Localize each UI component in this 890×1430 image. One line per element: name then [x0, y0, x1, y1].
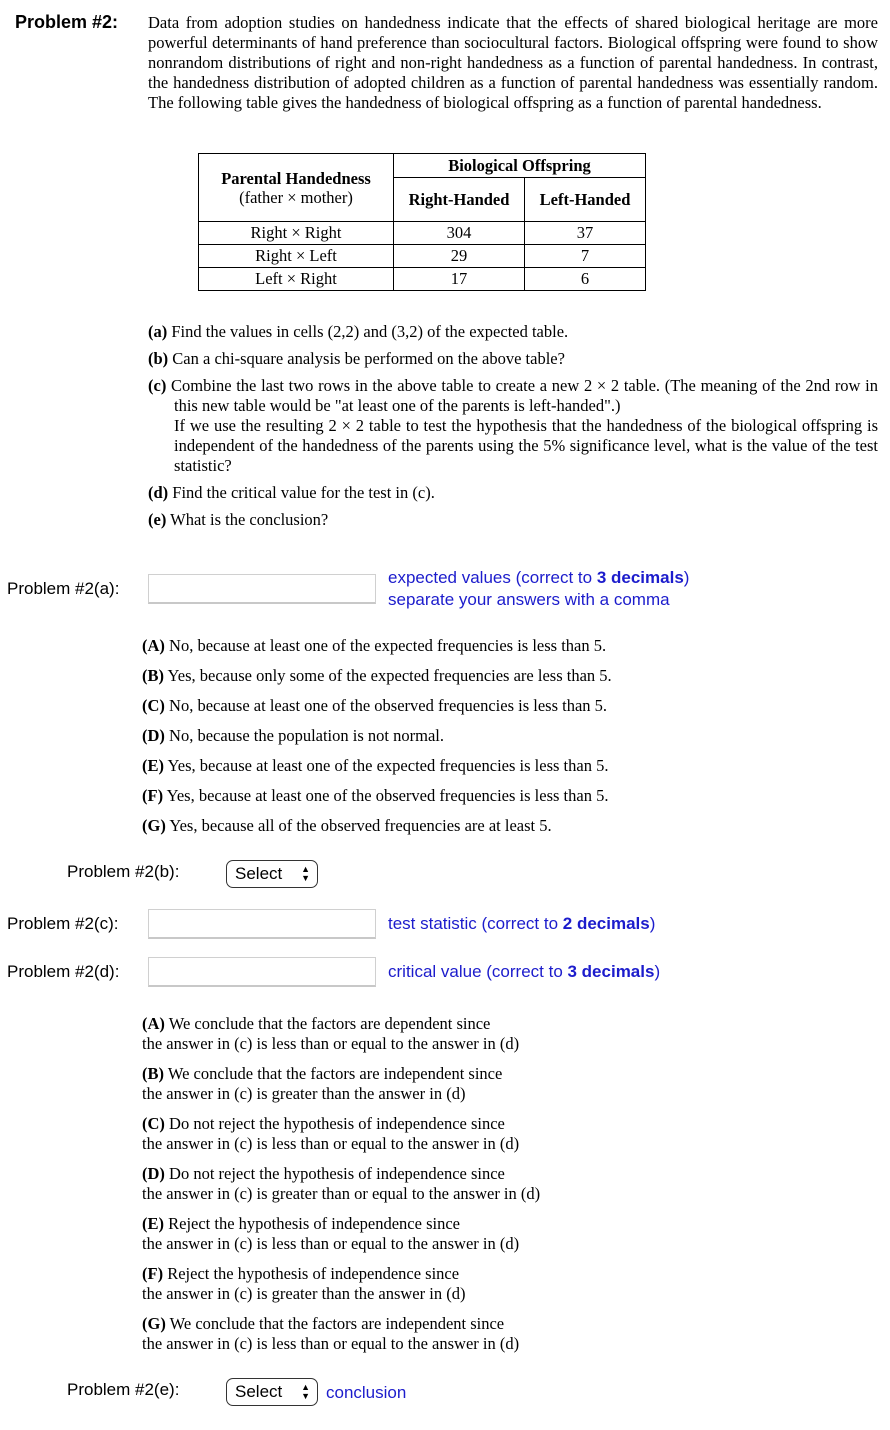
question-text: What is the conclusion? [170, 510, 329, 529]
option-item [142, 726, 612, 756]
option-line1: We conclude that the factors are dependent since [168, 1014, 491, 1033]
question-text: Find the values in cells (2,2) and (3,2) of the expected table. [171, 322, 569, 341]
question-letter: (c) [148, 376, 167, 395]
option-line2: the answer in (c) is less than or equal to the answer in (d) [142, 1134, 520, 1153]
question-a [148, 322, 878, 342]
hint-text: ) [654, 962, 661, 981]
option-item [142, 756, 612, 786]
row-label: Right × Left [199, 245, 394, 268]
option-line2: the answer in (c) is greater than the answer in (d) [142, 1084, 466, 1103]
option-text: Yes, because all of the observed frequencies are at least 5. [169, 816, 552, 835]
question-letter: (b) [148, 349, 169, 368]
option-text: No, because at least one of the expected frequencies is less than 5. [169, 636, 607, 655]
option-line2: the answer in (c) is less than or equal to the answer in (d) [142, 1234, 520, 1253]
part-a-label: Problem #2(a): [7, 579, 120, 598]
hint-bold: 3 decimals [596, 568, 684, 587]
option-line2: the answer in (c) is less than or equal to the answer in (d) [142, 1334, 520, 1353]
table-row [199, 222, 646, 245]
option-line1: We conclude that the factors are independent since [167, 1064, 503, 1083]
option-letter: (D) [142, 1164, 165, 1183]
option-letter: (B) [142, 666, 164, 685]
option-item [142, 1014, 540, 1054]
problem-intro: Data from adoption studies on handedness indicate that the effects of shared biological heritage are more powerful determinants of hand preference than sociocultural factors. Biological offspring were found to show nonrandom distributions of right and non-right handedness as a function of parental handedness. In contrast, the handedness distribution of adopted children as a function of parental handedness was essentially random. The following table gives the handedness of biological offspring as a function of parental handedness. [148, 13, 878, 112]
table-row [199, 245, 646, 268]
part-a-hint [388, 567, 689, 611]
hint-text: critical value (correct to [388, 962, 568, 981]
select-arrows-icon: ▲ ▼ [301, 864, 310, 883]
cell-left: 37 [525, 222, 646, 245]
question-list [148, 322, 878, 537]
option-line1: Reject the hypothesis of independence since [168, 1214, 460, 1233]
part-c-input[interactable] [148, 909, 376, 939]
hint-text: ) [649, 914, 656, 933]
hint-bold: 2 decimals [562, 914, 650, 933]
question-letter: (a) [148, 322, 168, 341]
question-letter: (e) [148, 510, 167, 529]
part-b-options [142, 636, 612, 846]
part-e-hint: conclusion [326, 1383, 407, 1402]
option-item [142, 1214, 540, 1254]
option-line2: the answer in (c) is greater than the answer in (d) [142, 1284, 466, 1303]
option-line2: the answer in (c) is less than or equal to the answer in (d) [142, 1034, 520, 1053]
handedness-table [198, 153, 646, 291]
option-letter: (E) [142, 756, 164, 775]
part-c-hint [388, 913, 655, 935]
part-e-options [142, 1014, 540, 1364]
select-arrows-icon: ▲ ▼ [301, 1382, 310, 1401]
cell-right: 304 [394, 222, 525, 245]
option-text: Yes, because only some of the expected frequencies are less than 5. [167, 666, 612, 685]
cell-left: 7 [525, 245, 646, 268]
part-d-label: Problem #2(d): [7, 962, 120, 981]
cell-left: 6 [525, 268, 646, 291]
hint-text: ) [683, 568, 690, 587]
question-e [148, 510, 878, 530]
option-item [142, 1264, 540, 1304]
row-header-note: (father × mother) [239, 187, 353, 207]
row-header-cell [199, 154, 394, 222]
option-letter: (C) [142, 1114, 165, 1133]
option-letter: (C) [142, 696, 165, 715]
row-label: Left × Right [199, 268, 394, 291]
table-row [199, 268, 646, 291]
part-e-select[interactable] [226, 1378, 318, 1406]
option-item [142, 1314, 540, 1354]
part-d-input[interactable] [148, 957, 376, 987]
part-b-label: Problem #2(b): [67, 862, 180, 881]
cell-right: 17 [394, 268, 525, 291]
part-d-hint [388, 961, 660, 983]
question-text: Can a chi-square analysis be performed on the above table? [172, 349, 565, 368]
option-line1: Do not reject the hypothesis of independence since [169, 1114, 505, 1133]
question-text: Find the critical value for the test in (c). [172, 483, 435, 502]
select-value: Select [235, 1382, 283, 1401]
problem-title: Problem #2: [15, 12, 119, 32]
option-item [142, 1114, 540, 1154]
option-text: Yes, because at least one of the expected frequencies is less than 5. [167, 756, 609, 775]
row-label: Right × Right [199, 222, 394, 245]
option-item [142, 636, 612, 666]
row-header-title: Parental Handedness [221, 168, 371, 188]
option-letter: (F) [142, 786, 164, 805]
hint-bold: 3 decimals [567, 962, 655, 981]
option-letter: (B) [142, 1064, 164, 1083]
part-c-label: Problem #2(c): [7, 914, 119, 933]
option-text: No, because the population is not normal. [169, 726, 444, 745]
question-d [148, 483, 878, 503]
part-e-label: Problem #2(e): [67, 1380, 180, 1399]
hint-text: expected values (correct to [388, 568, 597, 587]
option-text: Yes, because at least one of the observed frequencies is less than 5. [166, 786, 609, 805]
option-text: No, because at least one of the observed frequencies is less than 5. [169, 696, 608, 715]
question-c [148, 376, 878, 476]
option-letter: (D) [142, 726, 165, 745]
question-text: Combine the last two rows in the above table to create a new 2 × 2 table. (The meaning of the 2nd row in this new table would be "at least one of the parents is left-handed".) [171, 376, 879, 415]
option-letter: (A) [142, 636, 165, 655]
part-a-input[interactable] [148, 574, 376, 604]
col-header-left: Left-Handed [525, 178, 646, 222]
hint-text: test statistic (correct to [388, 914, 563, 933]
cell-right: 29 [394, 245, 525, 268]
option-line1: Reject the hypothesis of independence since [167, 1264, 460, 1283]
option-letter: (A) [142, 1014, 165, 1033]
question-b [148, 349, 878, 369]
option-line1: Do not reject the hypothesis of independence since [169, 1164, 505, 1183]
option-item [142, 786, 612, 816]
select-value: Select [235, 864, 283, 883]
option-line1: We conclude that the factors are independent since [169, 1314, 505, 1333]
option-item [142, 1164, 540, 1204]
option-letter: (F) [142, 1264, 164, 1283]
option-item [142, 696, 612, 726]
option-item [142, 1064, 540, 1104]
question-text-2: If we use the resulting 2 × 2 table to test the hypothesis that the handedness of the biological offspring is independent of the handedness of the parents using the 5% significance level, what is the value of the test statistic? [174, 416, 878, 475]
question-letter: (d) [148, 483, 169, 502]
option-letter: (G) [142, 816, 166, 835]
group-header: Biological Offspring [394, 154, 646, 178]
col-header-right: Right-Handed [394, 178, 525, 222]
part-b-select[interactable] [226, 860, 318, 888]
option-item [142, 816, 612, 846]
option-letter: (E) [142, 1214, 164, 1233]
option-line2: the answer in (c) is greater than or equal to the answer in (d) [142, 1184, 541, 1203]
option-item [142, 666, 612, 696]
hint-text-line2: separate your answers with a comma [388, 590, 670, 609]
option-letter: (G) [142, 1314, 166, 1333]
